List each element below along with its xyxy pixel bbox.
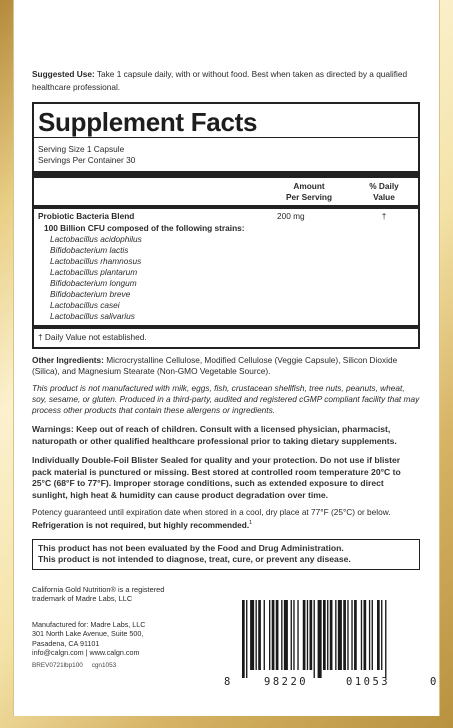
- potency-footnote: 1: [249, 520, 253, 526]
- blend-dv: †: [381, 211, 387, 221]
- label-content: [32, 68, 420, 669]
- amount-header-line2: Per Serving: [285, 191, 333, 202]
- other-ingredients-text: Microcrystalline Cellulose, Modified Cellulose (Veggie Capsule), Silicon Dioxide (Silica), and Magnesium Stearate (Non-GMO Vegetable Source).: [32, 355, 398, 376]
- potency-statement: [32, 507, 420, 531]
- barcode-bar: [246, 600, 247, 678]
- manufacturer-line-2: 301 North Lake Avenue, Suite 500,: [32, 629, 144, 639]
- fda-disclaimer-box: [32, 539, 420, 570]
- barcode-bar: [347, 600, 348, 670]
- allergen-note: [32, 383, 420, 416]
- amount-header-line1: Amount: [293, 181, 325, 191]
- barcode-bar: [385, 600, 386, 678]
- trademark-line-2: trademark of Madre Labs, LLC: [32, 594, 133, 604]
- barcode-bar: [256, 600, 257, 670]
- barcode-bar: [307, 600, 308, 670]
- suggested-use-label: Suggested Use:: [32, 69, 95, 79]
- potency-text: Potency guaranteed until expiration date when stored in a cool, dry place at 77°F (25°C) or below.: [32, 507, 391, 517]
- strain-item: Lactobacillus acidophilus: [50, 234, 142, 244]
- fda-line-2: This product is not intended to diagnose, treat, cure, or prevent any disease.: [38, 554, 351, 565]
- dv-header-line1: % Daily: [369, 181, 399, 191]
- barcode-bar: [323, 600, 326, 670]
- blend-amount: 200 mg: [277, 211, 305, 221]
- other-ingredients-label: Other Ingredients:: [32, 355, 104, 365]
- strain-item: Bifidobacterium breve: [50, 289, 131, 299]
- barcode-bar: [269, 600, 270, 670]
- storage-instructions: Individually Double-Foil Blister Sealed for quality and your protection. Do not use if blister pack material is punctured or missing. Best stored at controlled room temperature 20°C to 25°C (68°F to 77°F). Improper storage conditions, such as extended exposure to direct sunlight, high heat & humidity can cause product degradation over time.: [32, 455, 401, 500]
- barcode-bar: [276, 600, 279, 670]
- amount-header: [263, 181, 355, 202]
- manufacturer-info: [32, 620, 192, 658]
- barcode-last-digit: 0: [430, 676, 437, 688]
- manufacturer-line-1: Manufactured for: Madre Labs, LLC: [32, 619, 146, 629]
- strains-heading: 100 Billion CFU composed of the following strains:: [44, 223, 245, 233]
- manufacturer-line-3: Pasadena, CA 91101: [32, 638, 100, 648]
- trademark-line-1: California Gold Nutrition® is a registered: [32, 584, 165, 594]
- barcode-bar: [250, 600, 254, 670]
- barcode-first-digit: 8: [224, 676, 231, 688]
- barcode-bar: [372, 600, 373, 670]
- barcode-bar: [310, 600, 313, 670]
- fda-line-1: This product has not been evaluated by the Food and Drug Administration.: [38, 542, 344, 553]
- strain-item: Lactobacillus rhamnosus: [50, 256, 142, 266]
- divider-thick: [34, 171, 418, 178]
- serving-size: Serving Size 1 Capsule: [38, 144, 125, 154]
- barcode-bar: [293, 600, 294, 670]
- barcode-bar: [343, 600, 346, 670]
- barcode-bar: [297, 600, 298, 670]
- servings-per-container: Servings Per Container 30: [38, 155, 136, 165]
- barcode-bar: [361, 600, 362, 670]
- barcode-bar: [318, 600, 322, 678]
- potency-bold: Refrigeration is not required, but highly recommended.: [32, 519, 250, 530]
- dv-header-line2: Value: [373, 191, 395, 202]
- supplement-facts-panel: [32, 102, 420, 349]
- suggested-use-text: Take 1 capsule daily, with or without food. Best when taken as directed by a qualified healthcare professional.: [32, 69, 408, 92]
- barcode-bar: [281, 600, 282, 670]
- strain-item: Lactobacillus salivarius: [50, 311, 135, 321]
- barcode-bar: [258, 600, 261, 670]
- barcode-bar: [335, 600, 336, 670]
- barcode-bar: [303, 600, 306, 670]
- strain-item: Bifidobacterium longum: [50, 278, 137, 288]
- barcode-right-digits: 01053: [346, 676, 391, 688]
- warnings: Warnings: Keep out of reach of children. Consult with a licensed physician, pharmacist, naturopath or other qualified healthcare professional prior to taking dietary supplements.: [32, 424, 397, 446]
- barcode-bar: [377, 600, 380, 670]
- blend-name: Probiotic Bacteria Blend: [38, 211, 135, 221]
- supplement-facts-title: Supplement Facts: [38, 107, 258, 137]
- barcode-bar: [291, 600, 292, 670]
- barcode-bar: [354, 600, 357, 670]
- barcode-bar: [284, 600, 288, 670]
- barcode-bars: [238, 600, 434, 678]
- barcode-bar: [242, 600, 245, 678]
- barcode-bar: [381, 600, 382, 670]
- other-ingredients: [32, 355, 420, 377]
- strain-item: Bifidobacterium lactis: [50, 245, 129, 255]
- upc-barcode: [224, 600, 444, 692]
- barcode-bar: [314, 600, 315, 678]
- strain-item: Lactobacillus casei: [50, 300, 120, 310]
- barcode-bar: [369, 600, 370, 670]
- barcode-bar: [264, 600, 265, 670]
- barcode-bar: [330, 600, 333, 670]
- allergen-note-text: This product is not manufactured with milk, eggs, fish, crustacean shellfish, tree nuts, peanuts, wheat, soy, sesame, or gluten. Produced in a third-party, audited and registered cGMP compliant facility that may process other products that contain these allergens or ingredients.: [32, 383, 420, 415]
- barcode-bar: [327, 600, 328, 670]
- manufacturer-line-4: info@calgn.com | www.calgn.com: [32, 648, 140, 658]
- suggested-use: [32, 68, 420, 93]
- barcode-bar: [272, 600, 275, 670]
- column-headers: [38, 178, 413, 205]
- daily-value-note: † Daily Value not established.: [38, 332, 147, 342]
- barcode-bar: [351, 600, 352, 670]
- barcode-left-digits: 98220: [264, 676, 309, 688]
- strain-list: [38, 234, 413, 325]
- strain-item: Lactobacillus plantarum: [50, 267, 138, 277]
- daily-value-header: [355, 181, 413, 202]
- batch-code: BREV0721lbp100 cgn1053: [32, 661, 117, 669]
- blend-row: [38, 209, 413, 222]
- serving-info: [38, 138, 413, 171]
- barcode-bar: [364, 600, 367, 670]
- barcode-bar: [338, 600, 342, 670]
